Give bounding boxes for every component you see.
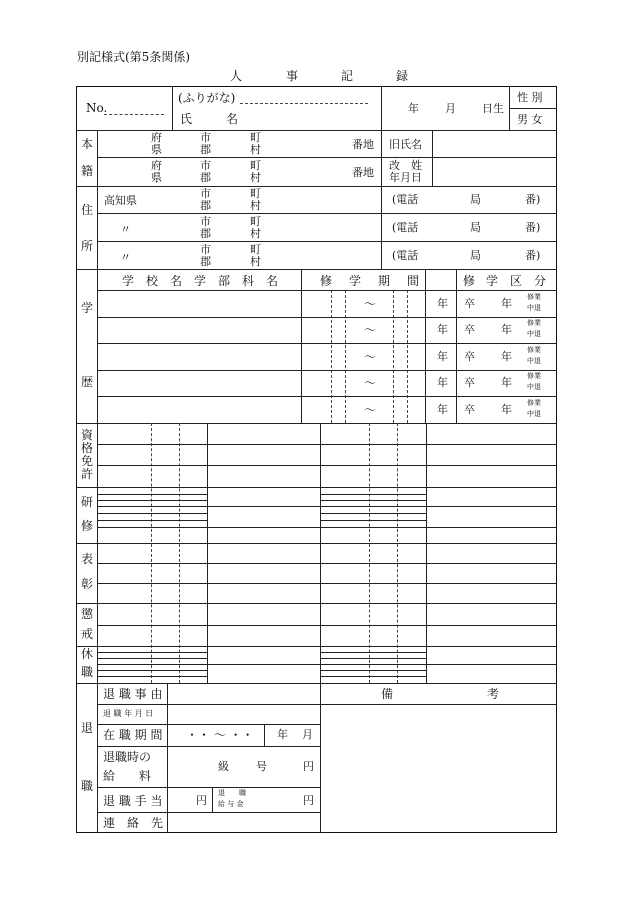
furigana-label: (ふりがな) — [178, 91, 236, 105]
status-header: 分 — [534, 274, 547, 288]
gun-label: 郡 — [200, 143, 211, 156]
education-label: 歴 — [80, 375, 93, 389]
phone-label: (電話 — [392, 221, 419, 234]
status-option: 中退 — [527, 357, 541, 365]
period-header: 修 — [320, 274, 333, 288]
discipline-label: 戒 — [80, 627, 93, 641]
salary-label: 退職時の — [103, 750, 152, 764]
benefit-yen: 円 — [303, 794, 314, 807]
title-char: 事 — [286, 69, 299, 83]
remarks-label: 考 — [487, 687, 500, 701]
salary-grade: 級 — [218, 760, 229, 773]
tilde: ～ — [364, 403, 377, 417]
salary-step: 号 — [256, 760, 267, 773]
year-label: 年 — [437, 297, 448, 310]
name-change-label: 改 姓 — [389, 159, 422, 172]
license-label: 資 格 免 許 — [80, 428, 93, 481]
contact-label: 連 絡 先 — [103, 816, 164, 830]
son-label: 村 — [250, 171, 261, 184]
period-header: 間 — [407, 274, 420, 288]
year-label: 年 — [501, 323, 512, 336]
year-label: 年 — [437, 323, 448, 336]
name-label: 名 — [226, 112, 239, 126]
shi-label: 市 — [200, 215, 211, 228]
birth-month: 月 — [445, 102, 456, 115]
school-header: 校 — [146, 274, 159, 288]
commendation-label: 彰 — [80, 577, 93, 591]
tilde: ～ — [364, 350, 377, 364]
leave-label: 休 — [80, 647, 93, 661]
gun-label: 郡 — [200, 199, 211, 212]
year-label: 年 — [501, 297, 512, 310]
title-char: 人 — [230, 69, 243, 83]
phone-label: 番) — [525, 193, 541, 206]
furigana-field[interactable] — [240, 103, 368, 104]
status-option: 修業 — [527, 293, 541, 301]
address-prefecture: 高知県 — [104, 194, 137, 207]
phone-label: 局 — [470, 221, 481, 234]
salary-label: 給 料 — [103, 769, 152, 783]
graduated-label: 卒 — [464, 323, 475, 336]
tilde: ～ — [364, 297, 377, 311]
school-header: 名 — [170, 274, 183, 288]
school-header: 学 — [122, 274, 135, 288]
graduated-label: 卒 — [464, 350, 475, 363]
name-change-label: 年月日 — [389, 171, 422, 184]
address-label: 所 — [80, 239, 93, 253]
sex-options[interactable]: 男 女 — [517, 113, 543, 126]
no-field[interactable] — [104, 114, 164, 115]
son-label: 村 — [250, 199, 261, 212]
graduated-label: 卒 — [464, 403, 475, 416]
birth-year: 年 — [408, 102, 419, 115]
son-label: 村 — [250, 143, 261, 156]
year-label: 年 — [437, 403, 448, 416]
cho-label: 町 — [250, 243, 261, 256]
form-reference: 別記様式(第5条関係) — [77, 50, 190, 64]
cho-label: 町 — [250, 131, 261, 144]
cho-label: 町 — [250, 159, 261, 172]
ditto-mark: 〃 — [120, 251, 131, 264]
year-label: 年 — [437, 350, 448, 363]
tilde: ～ — [364, 376, 377, 390]
tenure-year: 年 — [277, 728, 288, 741]
phone-label: 局 — [470, 249, 481, 262]
birth-day: 日生 — [482, 102, 504, 115]
title-char: 記 — [341, 69, 354, 83]
banchi-label: 番地 — [352, 138, 374, 151]
status-option: 修業 — [527, 346, 541, 354]
school-header: 学 — [194, 274, 207, 288]
tenure-value: ・・ ～ ・・ — [186, 728, 254, 742]
period-header: 期 — [378, 274, 391, 288]
phone-label: (電話 — [392, 249, 419, 262]
school-header: 科 — [242, 274, 255, 288]
shi-label: 市 — [200, 131, 211, 144]
address-label: 住 — [80, 203, 93, 217]
graduated-label: 卒 — [464, 297, 475, 310]
year-label: 年 — [501, 350, 512, 363]
status-header: 学 — [486, 274, 499, 288]
remarks-label: 備 — [381, 687, 394, 701]
fu-label: 府 — [151, 159, 162, 172]
gun-label: 郡 — [200, 227, 211, 240]
status-option: 修業 — [527, 399, 541, 407]
phone-label: 番) — [525, 221, 541, 234]
title-char: 録 — [396, 69, 409, 83]
training-label: 修 — [80, 519, 93, 533]
status-option: 中退 — [527, 304, 541, 312]
retirement-date-label: 退 職 年 月 日 — [103, 709, 154, 718]
honseki-label: 本 — [80, 137, 93, 151]
status-option: 中退 — [527, 410, 541, 418]
commendation-label: 表 — [80, 552, 93, 566]
ditto-mark: 〃 — [120, 223, 131, 236]
banchi-label: 番地 — [352, 166, 374, 179]
tenure-label: 在 職 期 間 — [103, 728, 163, 742]
salary-yen: 円 — [303, 760, 314, 773]
no-label: No. — [86, 101, 108, 115]
allowance-label: 退 職 手 当 — [103, 794, 163, 808]
benefit-label: 給 与 金 — [218, 800, 244, 808]
tilde: ～ — [364, 323, 377, 337]
graduated-label: 卒 — [464, 376, 475, 389]
ken-label: 県 — [151, 171, 162, 184]
shi-label: 市 — [200, 159, 211, 172]
former-name-label: 旧氏名 — [389, 138, 422, 151]
status-option: 修業 — [527, 319, 541, 327]
retirement-label: 退 — [80, 721, 93, 735]
leave-label: 職 — [80, 665, 93, 679]
name-label: 氏 — [180, 112, 193, 126]
form-frame — [76, 86, 557, 833]
allowance-yen: 円 — [196, 794, 207, 807]
status-option: 修業 — [527, 372, 541, 380]
status-option: 中退 — [527, 383, 541, 391]
cho-label: 町 — [250, 187, 261, 200]
training-label: 研 — [80, 495, 93, 509]
shi-label: 市 — [200, 243, 211, 256]
retirement-reason-label: 退 職 事 由 — [103, 687, 163, 701]
gun-label: 郡 — [200, 255, 211, 268]
fu-label: 府 — [151, 131, 162, 144]
phone-label: 番) — [525, 249, 541, 262]
honseki-label: 籍 — [80, 164, 93, 178]
phone-label: (電話 — [392, 193, 419, 206]
sex-label: 性 別 — [517, 91, 543, 104]
ken-label: 県 — [151, 143, 162, 156]
education-label: 学 — [80, 301, 93, 315]
status-option: 中退 — [527, 330, 541, 338]
cho-label: 町 — [250, 215, 261, 228]
school-header: 名 — [266, 274, 279, 288]
retirement-label: 職 — [80, 779, 93, 793]
school-header: 部 — [218, 274, 231, 288]
year-label: 年 — [501, 403, 512, 416]
status-header: 区 — [510, 274, 523, 288]
tenure-month: 月 — [302, 728, 313, 741]
year-label: 年 — [437, 376, 448, 389]
benefit-label: 退 職 — [218, 789, 246, 797]
shi-label: 市 — [200, 187, 211, 200]
year-label: 年 — [501, 376, 512, 389]
gun-label: 郡 — [200, 171, 211, 184]
son-label: 村 — [250, 255, 261, 268]
status-header: 修 — [463, 274, 476, 288]
son-label: 村 — [250, 227, 261, 240]
period-header: 学 — [349, 274, 362, 288]
phone-label: 局 — [470, 193, 481, 206]
discipline-label: 懲 — [80, 607, 93, 621]
